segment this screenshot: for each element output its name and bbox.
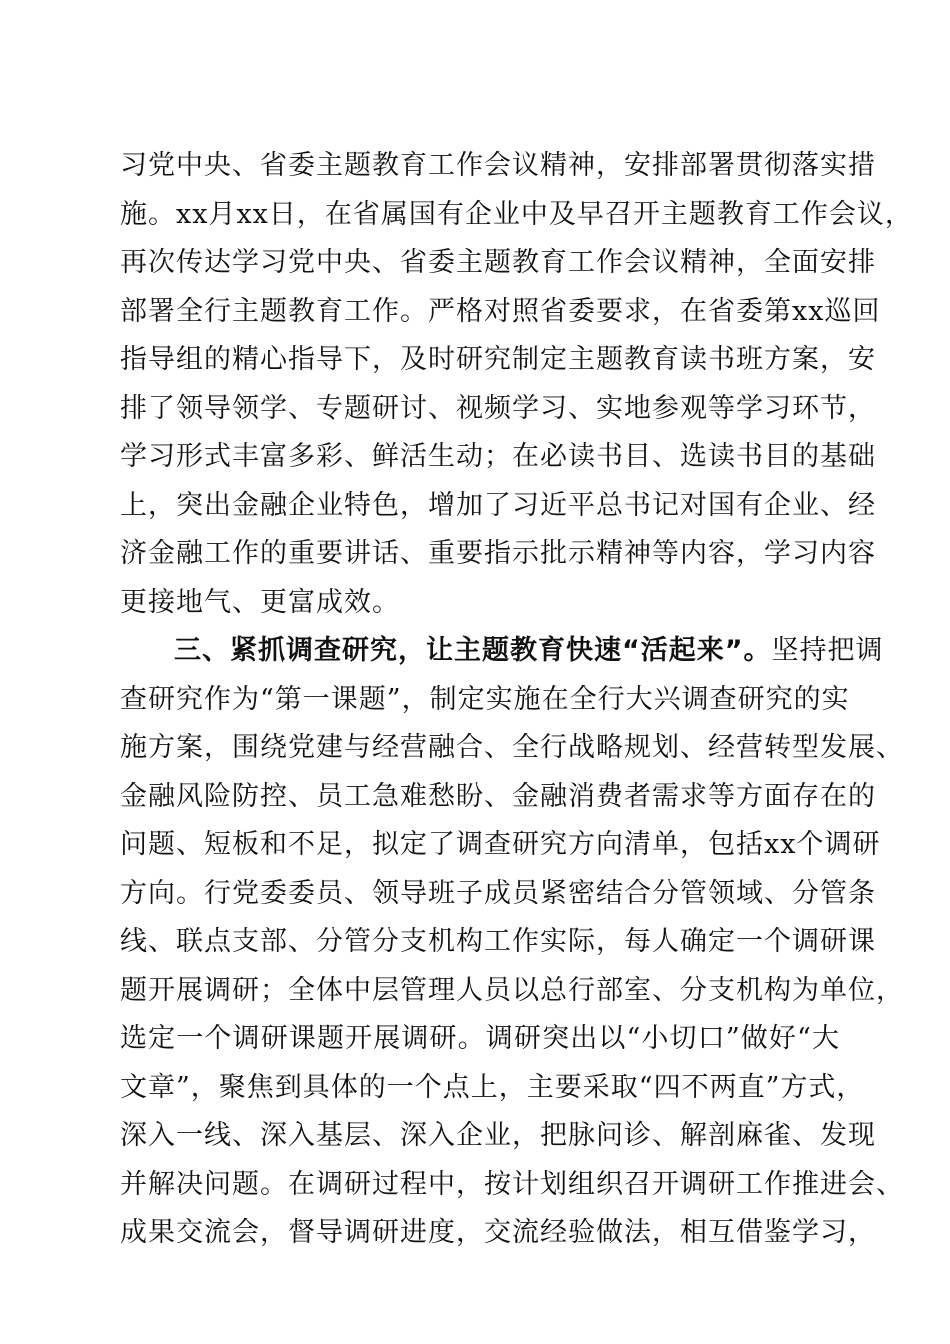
text-line: 并解决问题。在调研过程中，按计划组织召开调研工作推进会、: [120, 1168, 904, 1200]
text-line: 更接地气、更富成效。: [120, 586, 400, 618]
section-3-first-line-text: 坚持把调: [771, 635, 884, 666]
section-3-first-line: [120, 627, 884, 676]
text-line: 施。xx月xx日，在省属国有企业中及早召开主题教育工作会议，: [120, 198, 913, 230]
text-line: 施方案，围绕党建与经营融合、全行战略规划、经营转型发展、: [120, 732, 904, 763]
text-line: 济金融工作的重要讲话、重要指示批示精神等内容，学习内容: [120, 538, 876, 569]
text-line: 选定一个调研课题开展调研。调研突出以“小切口”做好“大: [120, 1023, 840, 1054]
text-line: 文章”，聚焦到具体的一个点上，主要采取“四不两直”方式，: [120, 1071, 865, 1103]
text-line: 学习形式丰富多彩、鲜活生动；在必读书目、选读书目的基础: [120, 441, 876, 472]
text-line: 深入一线、深入基层、深入企业，把脉问诊、解剖麻雀、发现: [120, 1120, 876, 1151]
text-line: 问题、短板和不足，拟定了调查研究方向清单，包括xx个调研: [120, 829, 881, 860]
text-line: 查研究作为“第一课题”，制定实施在全行大兴调查研究的实: [120, 683, 850, 715]
text-line: 部署全行主题教育工作。严格对照省委要求，在省委第xx巡回: [120, 295, 881, 327]
body-text: [120, 142, 913, 1258]
text-line: 金融风险防控、员工急难愁盼、金融消费者需求等方面存在的: [120, 780, 876, 812]
text-line: 再次传达学习党中央、省委主题教育工作会议精神，全面安排: [120, 247, 876, 278]
text-line: 指导组的精心指导下，及时研究制定主题教育读书班方案，安: [120, 344, 876, 375]
text-line: 线、联点支部、分管分支机构工作实际，每人确定一个调研课: [120, 926, 876, 957]
text-line: 排了领导领学、专题研讨、视频学习、实地参观等学习环节，: [120, 392, 876, 424]
text-line: 题开展调研；全体中层管理人员以总行部室、分支机构为单位，: [120, 974, 904, 1006]
text-line: 习党中央、省委主题教育工作会议精神，安排部署贯彻落实措: [120, 150, 876, 181]
section-3-heading: 三、紧抓调查研究，让主题教育快速“活起来”。: [174, 635, 772, 666]
text-line: 方向。行党委委员、领导班子成员紧密结合分管领域、分管条: [120, 877, 876, 909]
text-line: 上，突出金融企业特色，增加了习近平总书记对国有企业、经: [120, 489, 876, 521]
text-line: 成果交流会，督导调研进度，交流经验做法，相互借鉴学习，: [120, 1217, 876, 1248]
